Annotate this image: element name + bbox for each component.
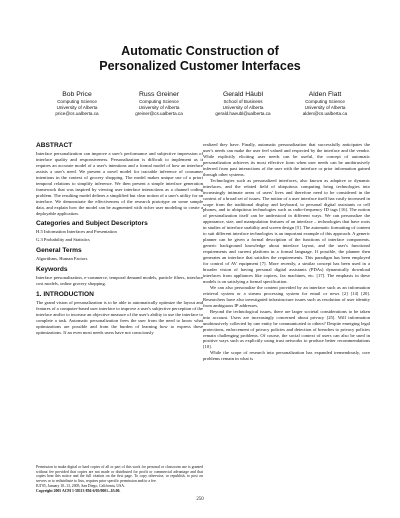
keywords-heading: Keywords [36,266,68,274]
title-line-2: Personalized Customer Interfaces [99,59,301,73]
right-paragraph-4: Beyond the technological issues, there are larger societal considerations to be taken into account. Users are increasingly concerned about privacy [25]. Will information unobtrusively collected by one entity be communicated to others? Despite emerging legal protections, enforcement of privacy policies and detection of breaches to privacy policies remain challenging problems. Of course, the social context of users can also be used in positive ways such as explicitly using trust networks to produce better recommendations [10]. [203,308,370,350]
author-dept: School of Business [223,99,263,104]
abstract-heading: ABSTRACT [36,142,73,149]
title-line-1: Automatic Construction of [121,44,279,58]
author-org: University of Alberta [222,105,264,110]
right-paragraph-2: Technologies such as personalized interfaces, also known as adaptive or dynamic interfaces, and the related field of ubiquitous computing bring technologies into increasingly intimate areas of users' lives and therefore need to be considered in the context of a broad set of issues. The notion of a user interface itself has vastly increased in scope from the traditional display and keyboard, to personal digital assistants or cell phones, and to ubiquitous technologies such as radio-frequency ID tags [16]. The notion of personalization itself can be understood in different ways. We can personalize the appearance, size, and manipulation features of an interface – technologies that have roots in studies of interface usability and screen design [5]. The automatic formatting of content to suit different interface technologies is an important example of this approach. A generic planner can be given a formal description of the functions of interface components, generic background knowledge about interface layout, and the user's functional requirements and current platform in a formal language. If possible, the planner then generates an interface that satisfies the requirements. This paradigm has been employed for control of AV equipment [7]. More recently, a similar concept has been used in a broader vision of having personal digital assistants (PDAs) dynamically download interfaces from appliances like copiers, fax machines, etc. [17]. The emphasis in these models is on satisfying a formal specification. [203,177,370,284]
intro-heading: 1. INTRODUCTION [36,291,94,299]
author-email: greiner@cs.ualberta.ca [135,111,183,116]
author-4 [284,90,366,117]
author-email: gerald.haeubl@ualberta.ca [215,111,271,116]
author-3 [202,90,284,117]
author-name: Russ Greiner [138,91,180,98]
author-name: Alden Flatt [308,91,342,98]
page-number: 250 [196,497,204,502]
categories-text-2: G.3 Probability and Statistics [36,237,90,243]
left-column [36,142,203,336]
keywords-text: Interface personalization, e-commerce, temporal demand models, particle filters, interface cost models, online grocery shopping. [36,275,203,287]
footnote-block [36,465,203,493]
abstract-text: Interface personalization can improve a user's performance and subjective impression of interface quality and responsiveness. Personalization is difficult to implement as it requires an accurate model of a user's intentions and a formal model of how an interface assists a user's need. We present a novel model for tractable inference of consumer intentions in the context of grocery shopping. The model makes unique use of a priori temporal relations to simplify inference. We then present a simple interface generation framework that was inspired by viewing user interface interactions as a channel coding problem. The resulting model defines a simplified but clear notion of a user's utility for an interface. We demonstrate the effectiveness of the research prototype on some sample data, and explain how the model can be augmented with richer user modeling to create a deployable application. [36,151,203,216]
author-block [36,90,366,134]
terms-text: Algorithms, Human Factors [36,256,88,262]
categories-text-1: H.5 Information Interfaces and Presentation [36,229,117,235]
terms-heading: General Terms [36,247,82,255]
right-paragraph-5: While the scope of research into personalization has expanded tremendously, core problems remain in what is [203,350,370,362]
categories-heading: Categories and Subject Descriptors [36,220,148,228]
author-dept: Computing Science [139,99,179,104]
right-paragraph-1: realized they have. Finally, automatic personalization that successfully anticipates the user's needs can make the user feel valued and respected by the interface and the vendor. While explicitly eliciting user needs can be useful, the concept of automatic personalization achieves its most effective form when user needs can be unobtrusively inferred from past interactions of the user with the interface or prior information gained through other systems. [203,142,370,177]
author-1 [36,90,118,117]
author-org: University of Alberta [304,105,346,110]
right-column [203,142,370,362]
paper-title [0,44,400,74]
author-org: University of Alberta [138,105,180,110]
footnote-conference: IUI'05, January 10–13, 2005, San Diego, California, USA. [36,483,125,488]
author-dept: Computing Science [305,99,345,104]
right-paragraph-3: We can also personalize the content provided by an interface such as an information retrieval system or a stream processing system for email or news [2] [14] [20]. Researchers have also investigated infrastructure issues such as resolution of user identity from ambiguous IP addresses. [203,284,370,308]
author-2 [118,90,200,117]
author-email: price@cs.ualberta.ca [55,111,99,116]
footnote-text: Permission to make digital or hard copies of all or part of this work for personal or classroom use is granted without fee provided that copies are not made or distributed for profit or commercial advantage and that copies bear this notice and the full citation on the first page. To copy otherwise, or republish, to post on servers or to redistribute to lists, requires prior specific permission and/or a fee. [36,465,203,484]
author-name: Bob Price [62,91,92,98]
author-name: Gerald Häubl [222,91,264,98]
author-email: alden@cs.ualberta.ca [302,111,348,116]
author-org: University of Alberta [56,105,98,110]
copyright-line: Copyright 2005 ACM 1-58113-894-6/05/0001...$5.00. [36,488,121,493]
author-dept: Computing Science [57,99,97,104]
intro-text: The grand vision of personalization is to be able to automatically optimize the layout and features of a computer-based user interface to improve a user's subjective perception of the interface and/or to increase an objective measure of the user's ability to use the interface to complete a task. Automatic personalization frees the user from the need to know what optimizations are possible and from the burden of learning how to express these optimizations. If an even most needs users have not consciously [36,300,203,336]
